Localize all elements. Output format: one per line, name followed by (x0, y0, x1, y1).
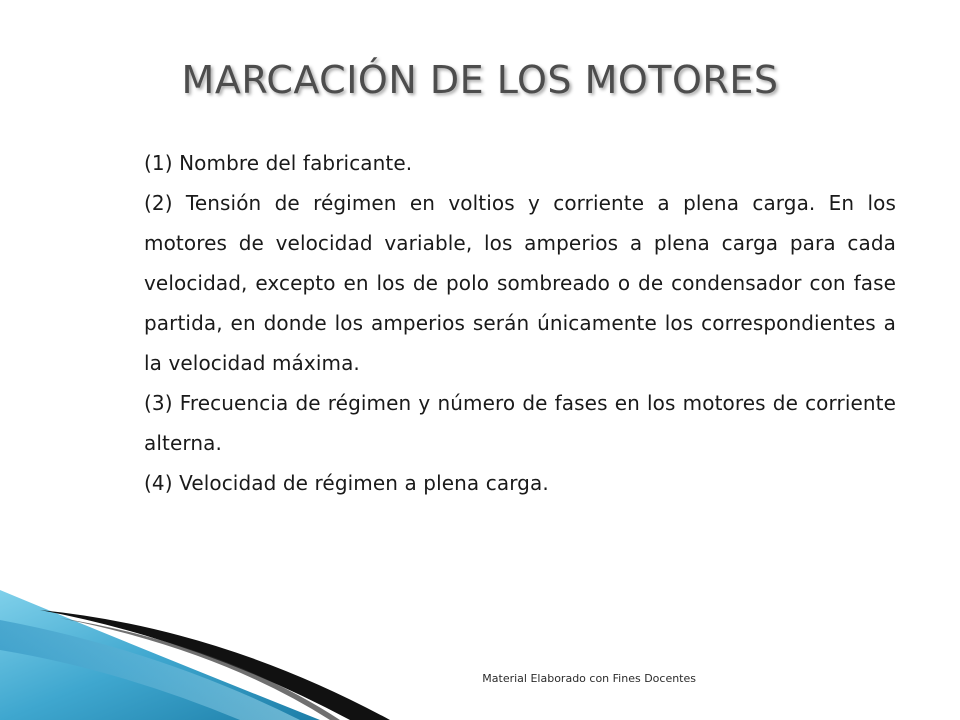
requirements-list (144, 143, 896, 503)
list-item: (1) Nombre del fabricante. (144, 151, 413, 175)
blue-streak (0, 620, 300, 720)
list-item: (4) Velocidad de régimen a plena carga. (144, 471, 549, 495)
blue-wedge (0, 590, 320, 720)
list-item: (2) Tensión de régimen en voltios y corriente a plena carga. En los motores de velocidad variable, los amperios a plena carga para cada velocidad, excepto en los de polo sombreado o de condensador con fase partida, en donde los amperios serán únicamente los correspondientes a la velocidad máxima. (144, 191, 896, 375)
footer-note: Material Elaborado con Fines Docentes (482, 672, 696, 685)
page-title: MARCACIÓN DE LOS MOTORES (181, 58, 779, 102)
list-item: (3) Frecuencia de régimen y número de fases en los motores de corriente alterna. (144, 391, 896, 455)
black-swoosh-thin (60, 618, 340, 720)
black-swoosh (40, 610, 390, 720)
